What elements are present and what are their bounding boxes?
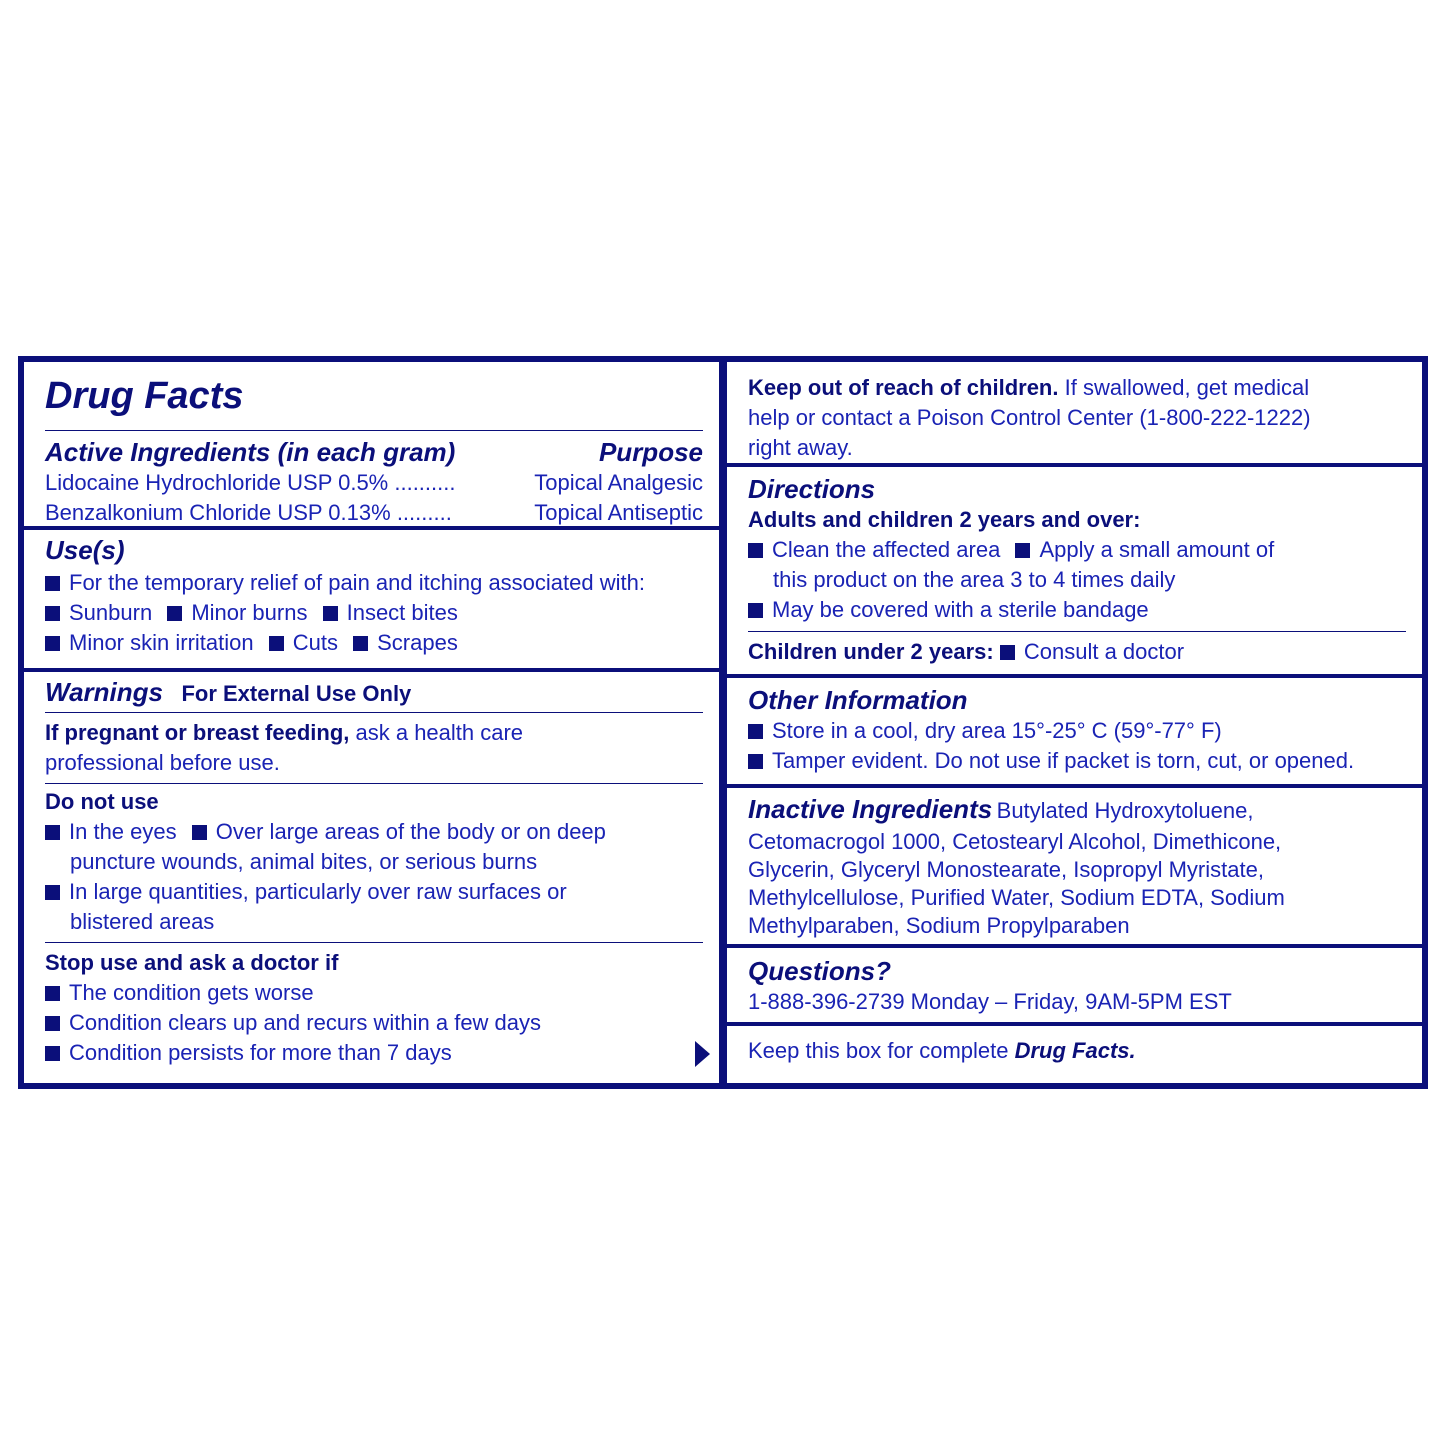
drug-facts-panel — [18, 356, 1428, 1089]
other-info-box: Other Information Store in a cool, dry area 15°-25° C (59°-77° F) Tamper evident. Do not use if packet is torn, cut, or opened. — [727, 678, 1422, 784]
bullet-icon — [167, 606, 182, 621]
bullet-icon — [323, 606, 338, 621]
inactive-ingredients-box: Inactive Ingredients Butylated Hydroxytoluene, Cetomacrogol 1000, Cetostearyl Alcohol, Dimethicone, Glycerin, Glyceryl Monostearate, Isopropyl Myristate, Methylcellulose, Purified Water, Sodium EDTA, Sodium Methylparaben, Sodium Propylparaben — [727, 788, 1422, 944]
ingredient-row: Benzalkonium Chloride USP 0.13% ......... Topical Antiseptic — [45, 500, 703, 525]
bullet-icon — [45, 636, 60, 651]
active-ingredients-box — [24, 362, 719, 526]
keep-box-note: Keep this box for complete Drug Facts. — [727, 1026, 1422, 1083]
questions-box — [727, 948, 1422, 1022]
uses-box: Use(s) For the temporary relief of pain and itching associated with: Sunburn Minor burns Insect bites Minor skin irritation Cuts Scrapes — [24, 530, 719, 668]
directions-box: Directions Adults and children 2 years and over: Clean the affected area Apply a small amount of this product on the area 3 to 4 times daily May be covered with a sterile bandage Children under 2 years: Consult a doctor — [727, 467, 1422, 674]
bullet-icon — [45, 1046, 60, 1061]
questions-phone: 1-888-396-2739 Monday – Friday, 9AM-5PM EST — [748, 989, 1232, 1014]
warnings-heading: Warnings — [45, 677, 163, 707]
keep-out-box: Keep out of reach of children. If swallowed, get medical help or contact a Poison Control Center (1-800-222-1222) right away. — [727, 362, 1422, 463]
bullet-icon — [748, 603, 763, 618]
bullet-icon — [1015, 543, 1030, 558]
bullet-icon — [192, 825, 207, 840]
inactive-ingredients-heading: Inactive Ingredients — [748, 794, 993, 824]
do-not-use-heading: Do not use — [45, 789, 159, 814]
bullet-icon — [269, 636, 284, 651]
bullet-icon — [45, 606, 60, 621]
external-use-label: For External Use Only — [181, 681, 412, 706]
bullet-icon — [748, 543, 763, 558]
bullet-icon — [45, 885, 60, 900]
warnings-box: Warnings For External Use Only If pregnant or breast feeding, ask a health care professional before use. Do not use In the eyes Over large areas of the body or on deep puncture wounds, animal bites, or serious burns In large quantities, particularly over raw surfaces or blistered areas Stop use and ask a doctor if The condition gets worse Condition clears up and recurs within a few days Condition persists for more than 7 days — [24, 672, 719, 1083]
active-ingredients-heading: Active Ingredients (in each gram) — [45, 437, 456, 467]
purpose-heading: Purpose — [598, 437, 703, 467]
keep-out-bold: Keep out of reach of children. — [748, 375, 1059, 400]
bullet-icon — [45, 825, 60, 840]
adults-heading: Adults and children 2 years and over: — [748, 507, 1141, 532]
bullet-icon — [45, 576, 60, 591]
continue-arrow-icon — [695, 1041, 710, 1067]
bullet-icon — [748, 754, 763, 769]
bullet-icon — [748, 724, 763, 739]
other-info-heading: Other Information — [748, 685, 968, 715]
pregnant-warning-bold: If pregnant or breast feeding, — [45, 720, 350, 745]
stop-use-heading: Stop use and ask a doctor if — [45, 950, 339, 975]
drug-facts-title: Drug Facts — [45, 374, 703, 431]
children-heading: Children under 2 years: — [748, 639, 994, 664]
questions-heading: Questions? — [748, 956, 892, 986]
directions-heading: Directions — [748, 474, 876, 504]
bullet-icon — [45, 1016, 60, 1031]
bullet-icon — [1000, 645, 1015, 660]
bullet-icon — [45, 986, 60, 1001]
ingredient-row: Lidocaine Hydrochloride USP 0.5% .......... Topical Analgesic — [45, 470, 703, 495]
bullet-icon — [353, 636, 368, 651]
uses-heading: Use(s) — [45, 535, 125, 565]
